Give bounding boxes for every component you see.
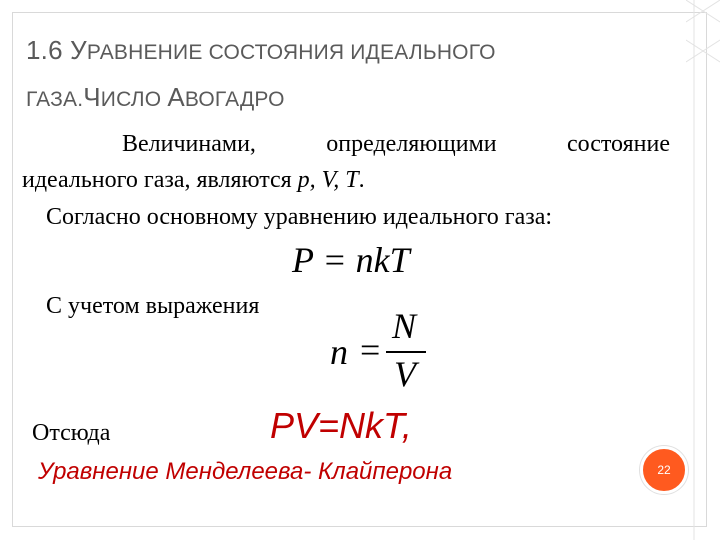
word: состояние	[566, 131, 670, 157]
equation-name: Уравнение Менделеева- Клайперона	[38, 458, 453, 485]
paragraph-hence: Отсюда	[32, 420, 111, 446]
state-variables: p, V, T	[297, 167, 359, 193]
equation-pressure: P = nkT	[292, 240, 410, 280]
equation-concentration	[330, 305, 440, 395]
fraction-lhs: n	[330, 332, 348, 372]
fraction-numerator: N	[392, 306, 417, 346]
paragraph-expression: С учетом выражения	[46, 293, 260, 319]
word: определяющими	[326, 131, 497, 157]
equation-state: PV=NkT,	[270, 405, 412, 446]
slide-title: 1.6 УРАВНЕНИЕ СОСТОЯНИЯ ИДЕАЛЬНОГО ГАЗА.ЧИСЛО АВОГАДРО	[26, 35, 496, 112]
corner-decoration	[686, 0, 720, 540]
word: Величинами,	[122, 131, 256, 157]
page-number-badge: 22	[640, 446, 688, 494]
fraction-denominator: V	[394, 354, 416, 394]
paragraph-basic-equation: Согласно основному уравнению идеального газа:	[46, 204, 553, 230]
paragraph-state-parameters: Величинами, определяющими состояние идеального газа, являются p, V, T.	[22, 126, 670, 198]
fraction-equals: =	[360, 330, 381, 370]
